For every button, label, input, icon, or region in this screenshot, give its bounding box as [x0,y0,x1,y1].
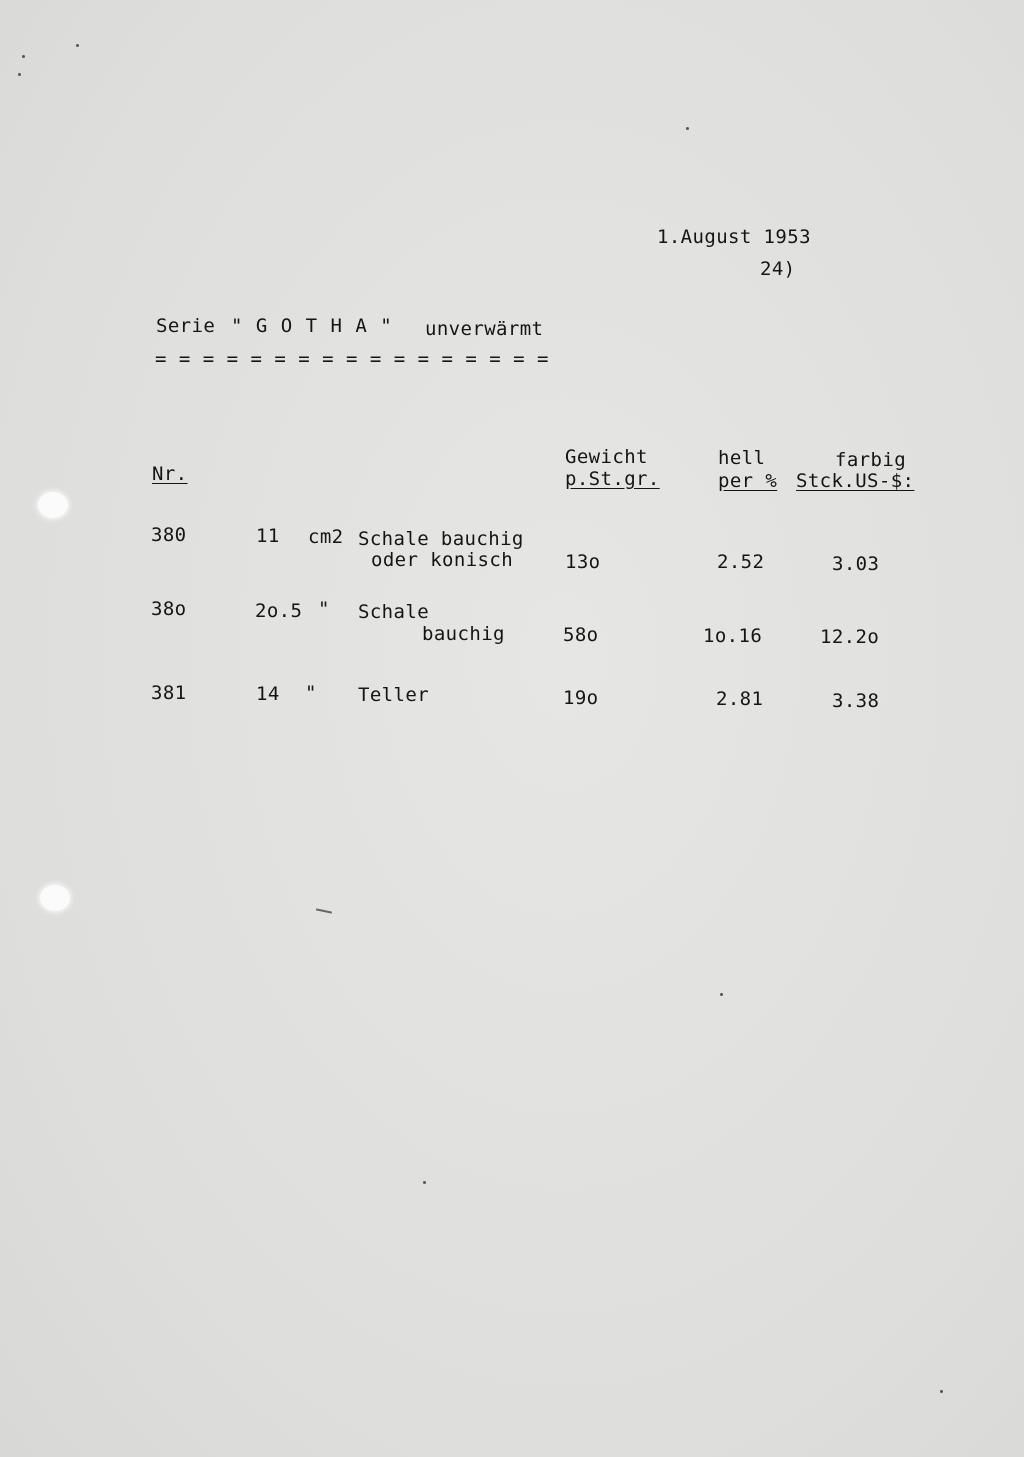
cell-hell: 1o.16 [703,625,763,647]
cell-description-line1: Teller [358,684,430,706]
cell-unit: " [318,598,330,620]
series-qualifier: unverwärmt [425,318,544,340]
header-gewicht-unit: p.St.gr. [565,468,660,490]
cell-farbig: 12.2o [820,626,880,648]
cell-farbig: 3.38 [832,690,880,712]
letter-date: 1.August 1953 [657,226,811,248]
speck-mark [18,73,21,76]
header-farbig: farbig [835,449,907,471]
speck-mark [686,127,689,130]
series-label: Serie [156,315,216,337]
cell-description-line1: Schale [358,601,430,623]
header-gewicht: Gewicht [565,446,648,468]
cell-farbig: 3.03 [832,553,880,575]
speck-mark [76,44,79,47]
speck-mark [720,993,723,996]
cell-size: 2o.5 [255,600,303,622]
stray-mark [316,908,332,913]
speck-mark [940,1390,943,1393]
header-nr: Nr. [152,463,188,485]
cell-size: 11 [256,525,280,547]
cell-size: 14 [256,683,280,705]
cell-nr: 381 [151,682,187,704]
cell-hell: 2.52 [717,551,765,573]
cell-description-line2: bauchig [422,623,505,645]
speck-mark [423,1181,426,1184]
punch-hole-top [38,492,68,518]
header-hell: hell [718,447,766,469]
page-reference: 24) [760,258,796,280]
series-name: " G O T H A " [231,315,393,337]
header-farbig-unit: Stck.US-$: [796,470,915,492]
cell-nr: 380 [151,524,187,546]
speck-mark [22,55,25,58]
cell-description-line2: oder konisch [371,549,514,571]
title-double-underline: = = = = = = = = = = = = = = = = = [155,348,549,370]
cell-gewicht: 58o [563,624,599,646]
punch-hole-bottom [40,885,70,911]
cell-nr: 38o [151,598,187,620]
cell-gewicht: 13o [565,551,601,573]
cell-unit: cm2 [308,526,344,548]
cell-hell: 2.81 [716,688,764,710]
cell-gewicht: 19o [563,687,599,709]
cell-unit: " [305,682,317,704]
cell-description-line1: Schale bauchig [358,528,524,550]
header-hell-unit: per % [718,470,778,492]
